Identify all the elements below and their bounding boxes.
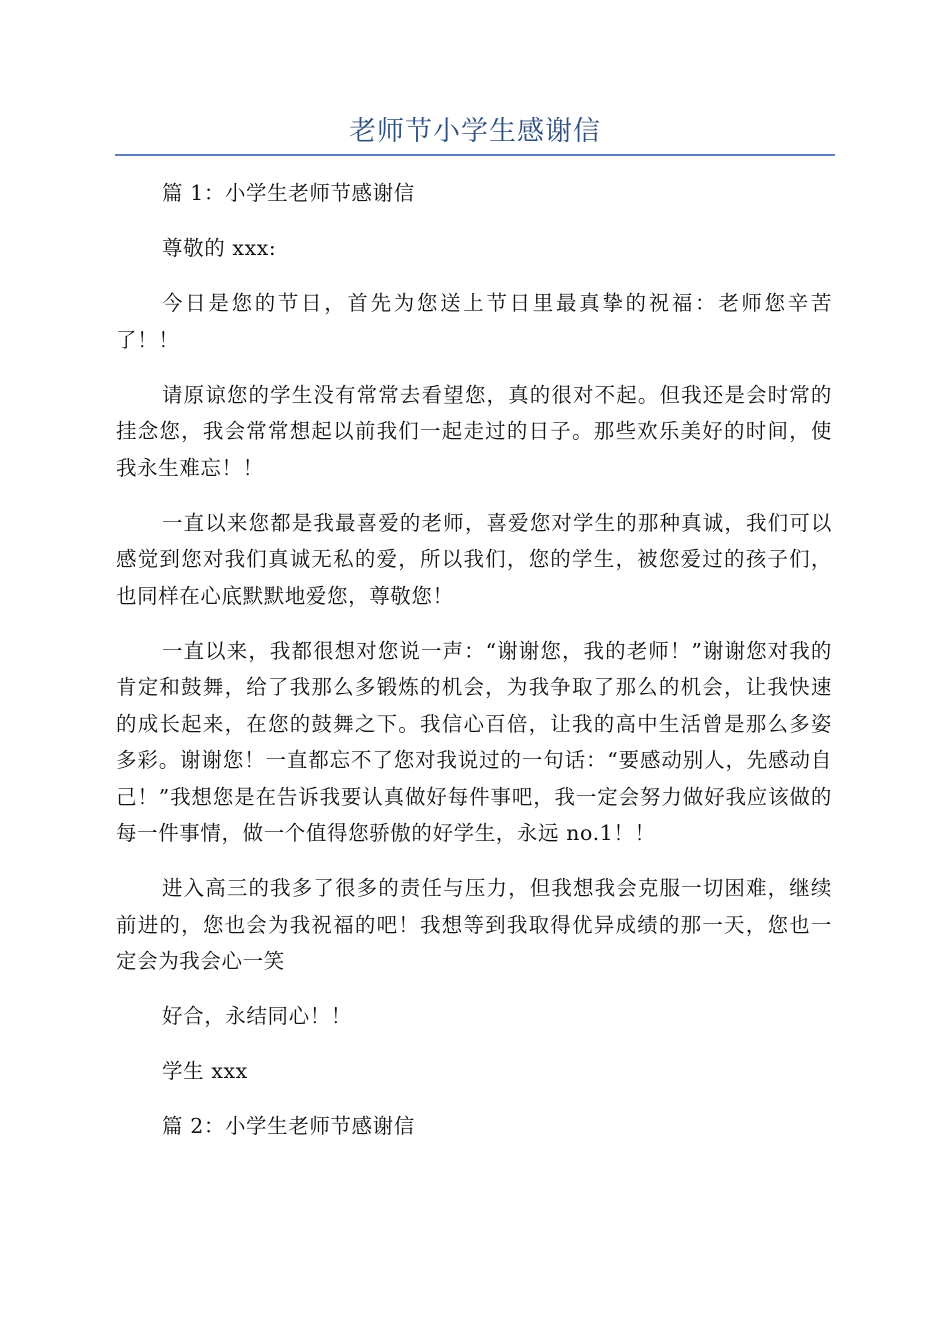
document-title: 老师节小学生感谢信 [349,116,601,147]
salutation: 尊敬的 xxx: [162,236,277,260]
signature: 学生 xxx [162,1059,248,1083]
title-underline [115,154,835,156]
section-heading-1: 篇 1：小学生老师节感谢信 [162,181,415,205]
section-heading-2: 篇 2：小学生老师节感谢信 [162,1114,415,1138]
paragraph: 今日是您的节日，首先为您送上节日里最真挚的祝福：老师您辛苦了！！ [116,291,832,352]
document-body [116,175,832,1163]
paragraph: 请原谅您的学生没有常常去看望您，真的很对不起。但我还是会时常的挂念您，我会常常想起以前我们一起走过的日子。那些欢乐美好的时间，使我永生难忘！！ [116,382,832,480]
paragraph: 进入高三的我多了很多的责任与压力，但我想我会克服一切困难，继续前进的，您也会为我祝福的吧！我想等到我取得优异成绩的那一天，您也一定会为我会心一笑 [116,876,832,973]
paragraph: 一直以来，我都很想对您说一声：“谢谢您，我的老师！”谢谢您对我的肯定和鼓舞，给了我那么多锻炼的机会，为我争取了那么的机会，让我快速的成长起来，在您的鼓舞之下。我信心百倍，让我的高中生活曾是那么多姿多彩。谢谢您！一直都忘不了您对我说过的一句话：“要感动别人，先感动自己！”我想您是在告诉我要认真做好每件事吧，我一定会努力做好我应该做的每一件事情，做一个值得您骄傲的好学生，永远 no.1！！ [116,638,832,845]
paragraph: 一直以来您都是我最喜爱的老师，喜爱您对学生的那种真诚，我们可以感觉到您对我们真诚无私的爱，所以我们，您的学生，被您爱过的孩子们，也同样在心底默默地爱您，尊敬您！ [116,510,832,608]
closing-wish: 好合，永结同心！！ [162,1004,352,1028]
